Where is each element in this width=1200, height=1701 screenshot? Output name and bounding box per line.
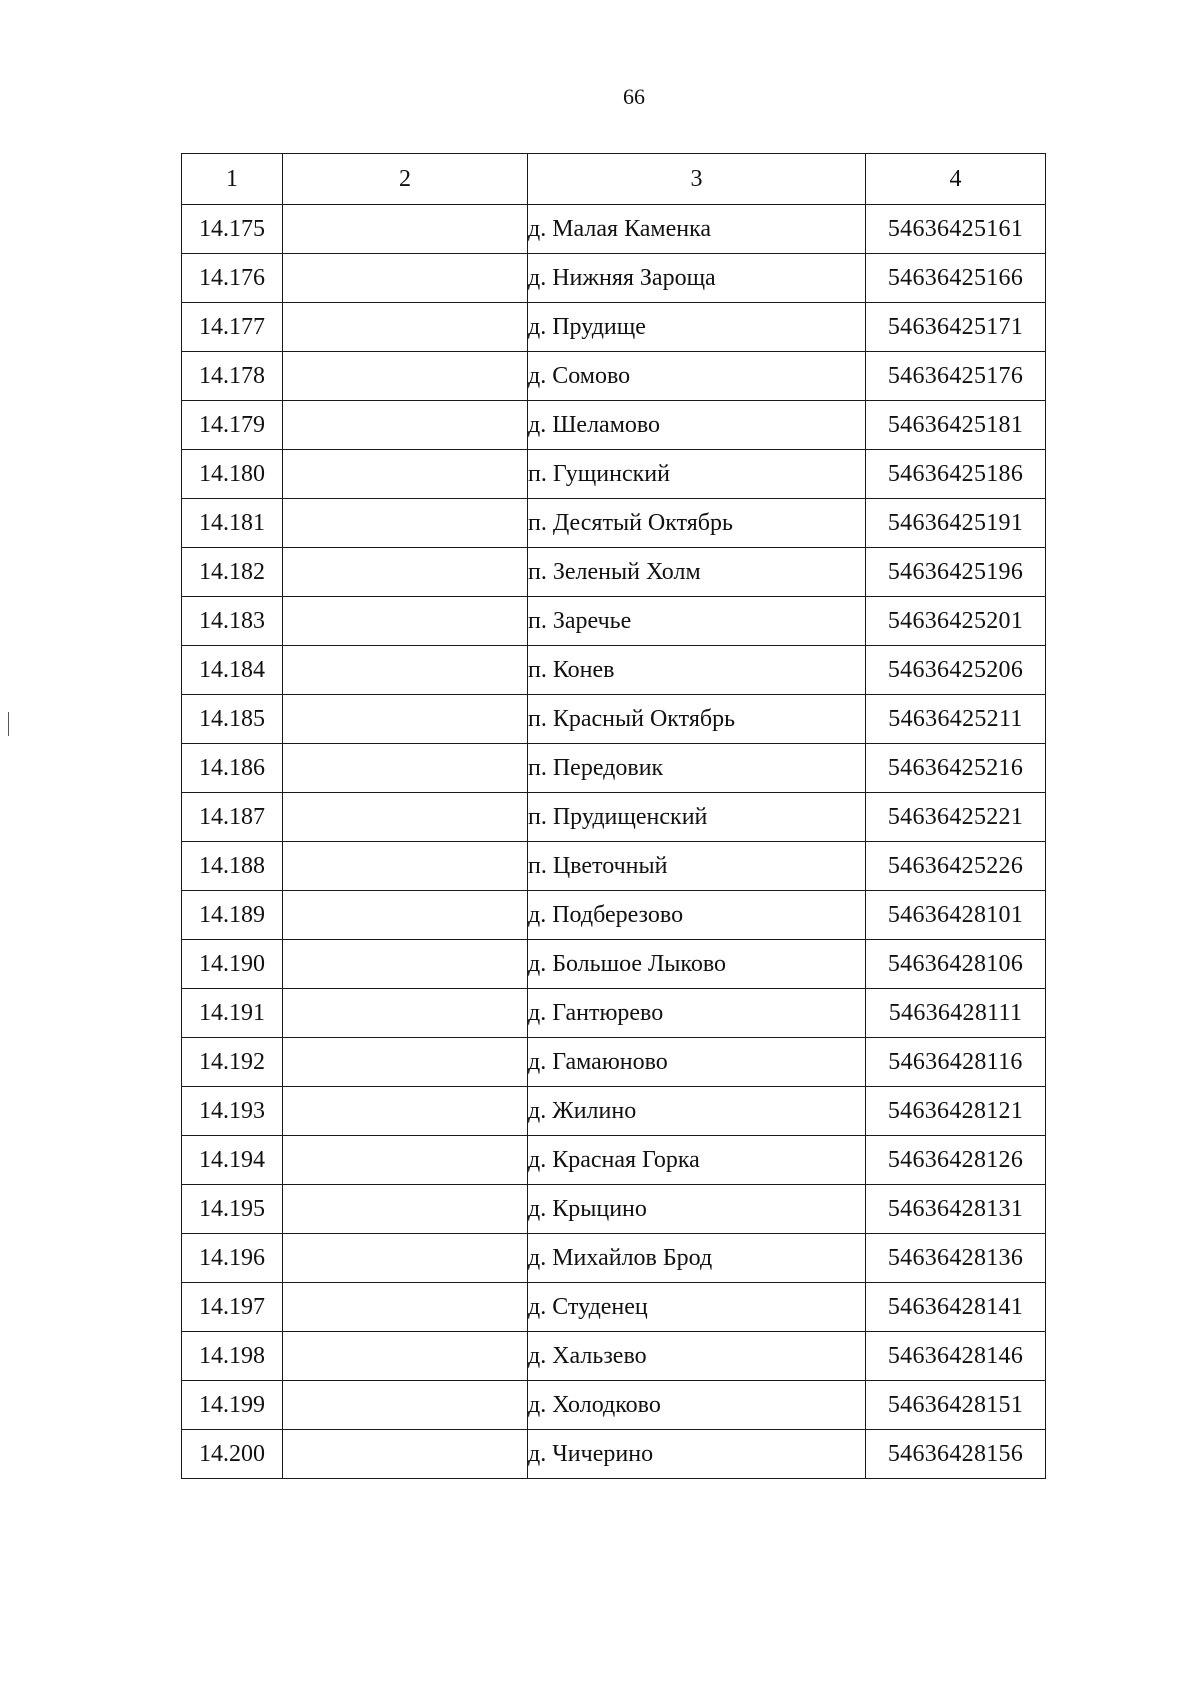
oktmo-code-cell: 54636425181 (866, 401, 1046, 450)
oktmo-code-cell: 54636425216 (866, 744, 1046, 793)
row-col2-cell (283, 401, 528, 450)
row-number-cell: 14.199 (182, 1381, 283, 1430)
settlement-name-cell: д. Большое Лыково (528, 940, 866, 989)
table-row (182, 401, 1046, 450)
oktmo-code-cell: 54636428151 (866, 1381, 1046, 1430)
table-row (182, 597, 1046, 646)
oktmo-code-cell: 54636425201 (866, 597, 1046, 646)
oktmo-code-cell: 54636425171 (866, 303, 1046, 352)
table-body (182, 205, 1046, 1479)
row-col2-cell (283, 793, 528, 842)
row-number-cell: 14.179 (182, 401, 283, 450)
row-col2-cell (283, 548, 528, 597)
oktmo-code-cell: 54636425166 (866, 254, 1046, 303)
oktmo-code-cell: 54636428156 (866, 1430, 1046, 1479)
settlement-name-cell: д. Крыцино (528, 1185, 866, 1234)
oktmo-code-cell: 54636428111 (866, 989, 1046, 1038)
settlement-name-cell: д. Михайлов Брод (528, 1234, 866, 1283)
settlement-name-cell: д. Малая Каменка (528, 205, 866, 254)
table-row (182, 1185, 1046, 1234)
table-row (182, 989, 1046, 1038)
oktmo-code-cell: 54636428126 (866, 1136, 1046, 1185)
settlement-name-cell: п. Конев (528, 646, 866, 695)
row-col2-cell (283, 891, 528, 940)
row-col2-cell (283, 646, 528, 695)
settlement-name-cell: д. Хальзево (528, 1332, 866, 1381)
header-col-1: 1 (182, 154, 283, 205)
oktmo-code-cell: 54636425161 (866, 205, 1046, 254)
table-row (182, 1283, 1046, 1332)
settlement-name-cell: п. Заречье (528, 597, 866, 646)
oktmo-code-cell: 54636425186 (866, 450, 1046, 499)
table-row (182, 303, 1046, 352)
table-row (182, 1381, 1046, 1430)
row-col2-cell (283, 842, 528, 891)
row-number-cell: 14.186 (182, 744, 283, 793)
settlement-name-cell: д. Студенец (528, 1283, 866, 1332)
row-number-cell: 14.194 (182, 1136, 283, 1185)
row-number-cell: 14.180 (182, 450, 283, 499)
oktmo-code-cell: 54636428146 (866, 1332, 1046, 1381)
table-header-row (182, 154, 1046, 205)
row-col2-cell (283, 352, 528, 401)
oktmo-code-cell: 54636428121 (866, 1087, 1046, 1136)
header-col-2: 2 (283, 154, 528, 205)
settlement-name-cell: п. Передовик (528, 744, 866, 793)
row-number-cell: 14.175 (182, 205, 283, 254)
settlement-name-cell: п. Зеленый Холм (528, 548, 866, 597)
table-row (182, 744, 1046, 793)
row-col2-cell (283, 254, 528, 303)
row-number-cell: 14.195 (182, 1185, 283, 1234)
oktmo-code-cell: 54636428136 (866, 1234, 1046, 1283)
table-row (182, 548, 1046, 597)
row-number-cell: 14.182 (182, 548, 283, 597)
settlement-name-cell: п. Прудищенский (528, 793, 866, 842)
table-row (182, 940, 1046, 989)
settlement-name-cell: д. Нижняя Зароща (528, 254, 866, 303)
settlement-name-cell: д. Чичерино (528, 1430, 866, 1479)
header-col-3: 3 (528, 154, 866, 205)
settlement-name-cell: д. Жилино (528, 1087, 866, 1136)
row-col2-cell (283, 303, 528, 352)
settlements-table (181, 153, 1046, 1479)
row-number-cell: 14.187 (182, 793, 283, 842)
settlement-name-cell: п. Цветочный (528, 842, 866, 891)
row-col2-cell (283, 744, 528, 793)
table-row (182, 1430, 1046, 1479)
row-col2-cell (283, 695, 528, 744)
row-col2-cell (283, 450, 528, 499)
row-number-cell: 14.178 (182, 352, 283, 401)
settlement-name-cell: д. Сомово (528, 352, 866, 401)
settlement-name-cell: п. Гущинский (528, 450, 866, 499)
row-col2-cell (283, 940, 528, 989)
oktmo-code-cell: 54636428116 (866, 1038, 1046, 1087)
settlement-name-cell: д. Холодково (528, 1381, 866, 1430)
header-col-4: 4 (866, 154, 1046, 205)
table-row (182, 842, 1046, 891)
row-col2-cell (283, 1087, 528, 1136)
row-col2-cell (283, 1234, 528, 1283)
oktmo-code-cell: 54636428131 (866, 1185, 1046, 1234)
table-row (182, 891, 1046, 940)
row-number-cell: 14.191 (182, 989, 283, 1038)
table-row (182, 499, 1046, 548)
row-number-cell: 14.184 (182, 646, 283, 695)
row-number-cell: 14.196 (182, 1234, 283, 1283)
row-col2-cell (283, 1283, 528, 1332)
row-col2-cell (283, 989, 528, 1038)
table-row (182, 1136, 1046, 1185)
settlement-name-cell: д. Подберезово (528, 891, 866, 940)
table-row (182, 254, 1046, 303)
row-col2-cell (283, 1332, 528, 1381)
settlement-name-cell: п. Десятый Октябрь (528, 499, 866, 548)
row-number-cell: 14.198 (182, 1332, 283, 1381)
row-col2-cell (283, 597, 528, 646)
row-number-cell: 14.181 (182, 499, 283, 548)
row-number-cell: 14.188 (182, 842, 283, 891)
table-row (182, 205, 1046, 254)
row-number-cell: 14.193 (182, 1087, 283, 1136)
row-number-cell: 14.192 (182, 1038, 283, 1087)
oktmo-code-cell: 54636428141 (866, 1283, 1046, 1332)
settlement-name-cell: д. Гантюрево (528, 989, 866, 1038)
table-row (182, 1332, 1046, 1381)
row-col2-cell (283, 1038, 528, 1087)
row-number-cell: 14.177 (182, 303, 283, 352)
oktmo-code-cell: 54636425221 (866, 793, 1046, 842)
row-col2-cell (283, 1381, 528, 1430)
row-number-cell: 14.200 (182, 1430, 283, 1479)
settlement-name-cell: д. Прудище (528, 303, 866, 352)
oktmo-code-cell: 54636428101 (866, 891, 1046, 940)
settlement-name-cell: п. Красный Октябрь (528, 695, 866, 744)
table-row (182, 646, 1046, 695)
oktmo-code-cell: 54636428106 (866, 940, 1046, 989)
row-number-cell: 14.197 (182, 1283, 283, 1332)
oktmo-code-cell: 54636425176 (866, 352, 1046, 401)
row-col2-cell (283, 1136, 528, 1185)
table-row (182, 1038, 1046, 1087)
row-number-cell: 14.185 (182, 695, 283, 744)
row-number-cell: 14.183 (182, 597, 283, 646)
oktmo-code-cell: 54636425196 (866, 548, 1046, 597)
oktmo-code-cell: 54636425211 (866, 695, 1046, 744)
oktmo-code-cell: 54636425206 (866, 646, 1046, 695)
row-number-cell: 14.190 (182, 940, 283, 989)
row-number-cell: 14.189 (182, 891, 283, 940)
table-row (182, 352, 1046, 401)
scan-margin-mark (8, 712, 9, 736)
table-row (182, 1234, 1046, 1283)
settlement-name-cell: д. Гамаюново (528, 1038, 866, 1087)
page-number: 66 (623, 84, 645, 109)
row-col2-cell (283, 205, 528, 254)
oktmo-code-cell: 54636425191 (866, 499, 1046, 548)
table-row (182, 450, 1046, 499)
settlement-name-cell: д. Красная Горка (528, 1136, 866, 1185)
table-row (182, 1087, 1046, 1136)
table-row (182, 695, 1046, 744)
row-col2-cell (283, 1185, 528, 1234)
table-row (182, 793, 1046, 842)
settlement-name-cell: д. Шеламово (528, 401, 866, 450)
row-number-cell: 14.176 (182, 254, 283, 303)
row-col2-cell (283, 1430, 528, 1479)
row-col2-cell (283, 499, 528, 548)
oktmo-code-cell: 54636425226 (866, 842, 1046, 891)
